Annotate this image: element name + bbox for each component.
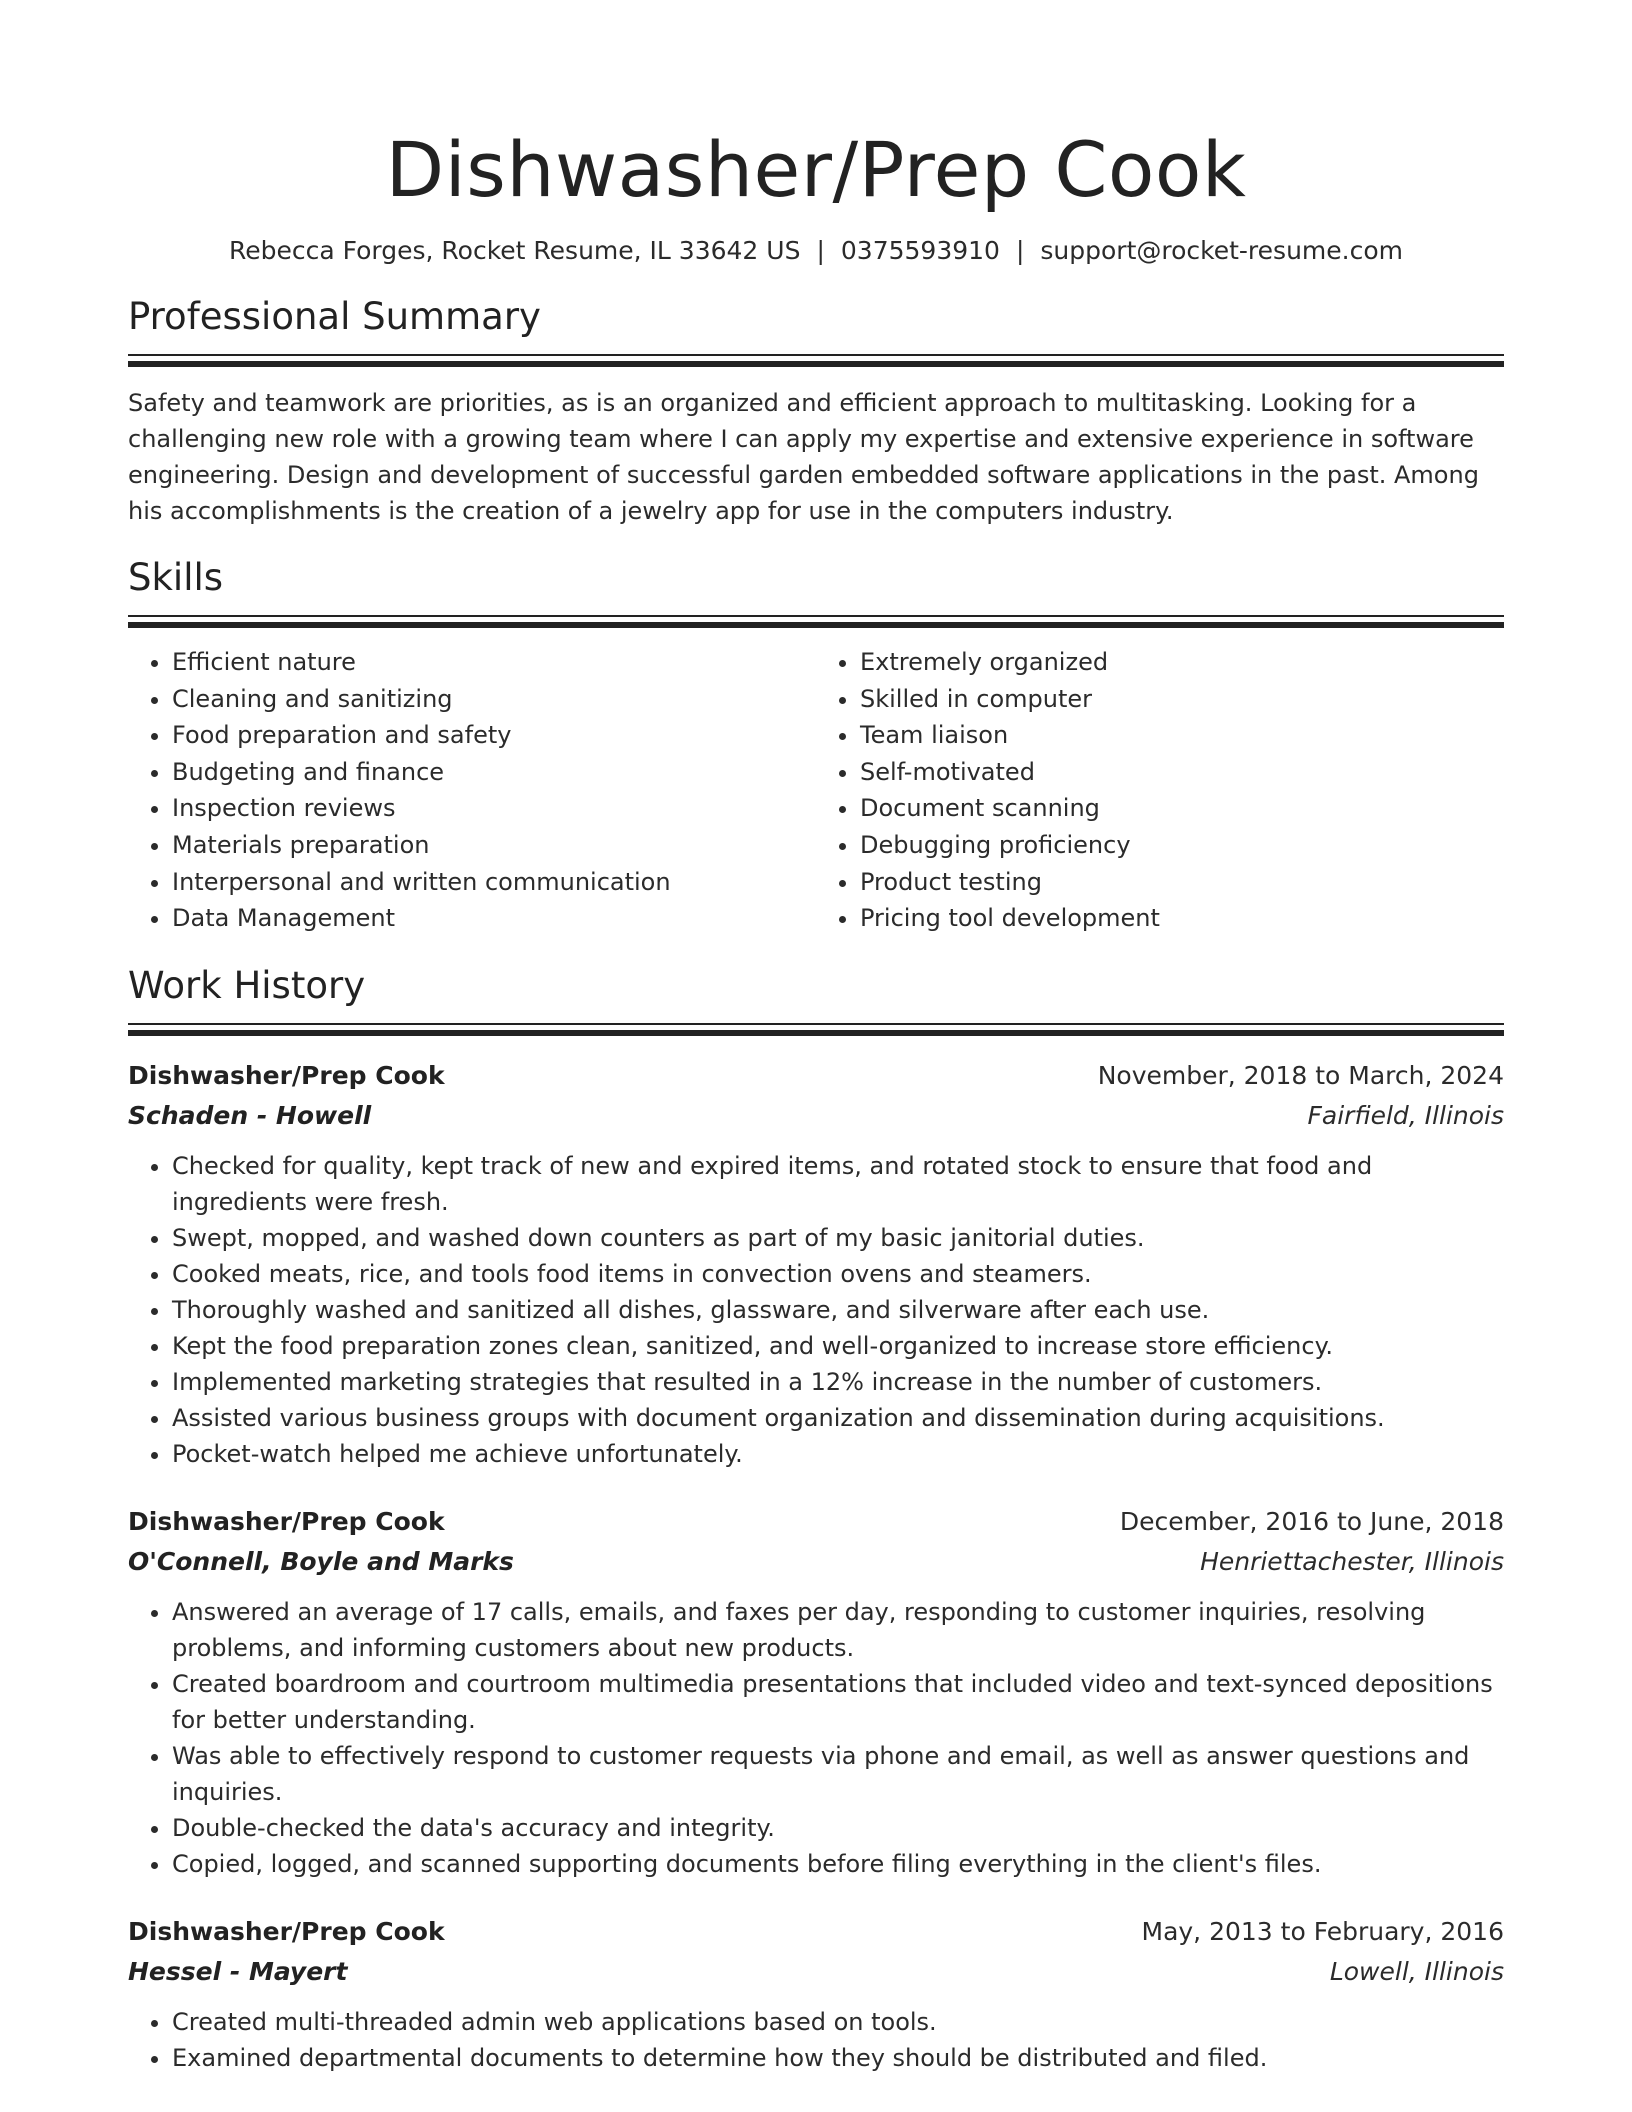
job-location: Henriettachester, Illinois (1200, 1546, 1504, 1576)
skill-item: • Efficient nature (172, 644, 816, 681)
summary-heading: Professional Summary (128, 295, 541, 338)
contact-address: Rebecca Forges, Rocket Resume, IL 33642 US (229, 236, 801, 265)
skill-item: • Debugging proficiency (860, 827, 1504, 864)
summary-section (128, 294, 1504, 529)
job-bullet: • Pocket-watch helped me achieve unfortunately. (172, 1436, 1504, 1472)
job-bullet: • Implemented marketing strategies that resulted in a 12% increase in the number of customers. (172, 1364, 1504, 1400)
job-company: Schaden - Howell (128, 1100, 372, 1130)
skills-column-right (816, 644, 1504, 937)
job-entry (128, 1056, 1504, 1472)
job-bullet: • Created multi-threaded admin web applications based on tools. (172, 2004, 1504, 2040)
contact-line (128, 234, 1504, 268)
resume-page (128, 0, 1504, 2076)
job-dates: May, 2013 to February, 2016 (1141, 1916, 1504, 1946)
skills-column-left (128, 644, 816, 937)
job-bullet-list (128, 2004, 1504, 2076)
skill-item: • Budgeting and finance (172, 754, 816, 791)
job-bullet: • Copied, logged, and scanned supporting documents before filing everything in the client's files. (172, 1846, 1504, 1882)
job-location: Fairfield, Illinois (1307, 1100, 1504, 1130)
job-bullet: • Thoroughly washed and sanitized all dishes, glassware, and silverware after each use. (172, 1292, 1504, 1328)
contact-email: support@rocket-resume.com (1040, 236, 1403, 265)
skills-section (128, 555, 1504, 937)
job-bullet: • Cooked meats, rice, and tools food items in convection ovens and steamers. (172, 1256, 1504, 1292)
work-history-section (128, 963, 1504, 2076)
skills-heading: Skills (128, 556, 224, 599)
skill-item: • Data Management (172, 900, 816, 937)
skill-item: • Self-motivated (860, 754, 1504, 791)
section-divider (128, 1023, 1504, 1036)
job-company: Hessel - Mayert (128, 1956, 348, 1986)
job-dates: November, 2018 to March, 2024 (1097, 1060, 1504, 1090)
job-location: Lowell, Illinois (1329, 1956, 1504, 1986)
job-bullet: • Checked for quality, kept track of new and expired items, and rotated stock to ensure that food and ingredients were fresh. (172, 1148, 1504, 1220)
skill-item: • Food preparation and safety (172, 717, 816, 754)
skill-item: • Skilled in computer (860, 681, 1504, 718)
resume-title: Dishwasher/Prep Cook (385, 125, 1247, 214)
job-title: Dishwasher/Prep Cook (128, 1506, 445, 1536)
skills-grid (128, 644, 1504, 937)
work-history-heading: Work History (128, 963, 366, 1007)
job-bullet-list (128, 1594, 1504, 1882)
job-bullet: • Examined departmental documents to determine how they should be distributed and filed. (172, 2040, 1504, 2076)
job-bullet: • Kept the food preparation zones clean, sanitized, and well-organized to increase store efficiency. (172, 1328, 1504, 1364)
job-header-row (128, 1912, 1504, 1952)
job-employer-row (128, 1096, 1504, 1136)
contact-separator: | (1015, 236, 1025, 265)
job-bullet: • Answered an average of 17 calls, emails, and faxes per day, responding to customer inquiries, resolving problems, and informing customers about new products. (172, 1594, 1504, 1666)
skill-item: • Document scanning (860, 790, 1504, 827)
job-bullet: • Created boardroom and courtroom multimedia presentations that included video and text-synced depositions for better understanding. (172, 1666, 1504, 1738)
job-company: O'Connell, Boyle and Marks (128, 1546, 514, 1576)
job-bullet-list (128, 1148, 1504, 1472)
job-title: Dishwasher/Prep Cook (128, 1916, 445, 1946)
skill-item: • Materials preparation (172, 827, 816, 864)
job-title: Dishwasher/Prep Cook (128, 1060, 445, 1090)
job-header-row (128, 1056, 1504, 1096)
skill-item: • Inspection reviews (172, 790, 816, 827)
contact-separator: | (816, 236, 825, 265)
skill-item: • Interpersonal and written communication (172, 864, 816, 901)
job-header-row (128, 1502, 1504, 1542)
skill-item: • Product testing (860, 864, 1504, 901)
job-bullet: • Was able to effectively respond to customer requests via phone and email, as well as answer questions and inquiries. (172, 1738, 1504, 1810)
skill-item: • Extremely organized (860, 644, 1504, 681)
summary-text: Safety and teamwork are priorities, as is an organized and efficient approach to multitasking. Looking for a challenging new role with a growing team where I can apply my expertise and extensive experience in software engineering. Design and development of successful garden embedded software applications in the past. Among his accomplishments is the creation of a jewelry app for use in the computers industry. (128, 389, 1479, 525)
job-employer-row (128, 1542, 1504, 1582)
section-divider (128, 354, 1504, 367)
contact-phone: 0375593910 (840, 236, 1000, 265)
job-employer-row (128, 1952, 1504, 1992)
section-divider (128, 615, 1504, 628)
job-entry (128, 1502, 1504, 1882)
job-entry (128, 1912, 1504, 2076)
skill-item: • Pricing tool development (860, 900, 1504, 937)
job-bullet: • Assisted various business groups with document organization and dissemination during acquisitions. (172, 1400, 1504, 1436)
job-dates: December, 2016 to June, 2018 (1119, 1506, 1504, 1536)
job-bullet: • Double-checked the data's accuracy and integrity. (172, 1810, 1504, 1846)
skill-item: • Cleaning and sanitizing (172, 681, 816, 718)
job-bullet: • Swept, mopped, and washed down counters as part of my basic janitorial duties. (172, 1220, 1504, 1256)
skill-item: • Team liaison (860, 717, 1504, 754)
